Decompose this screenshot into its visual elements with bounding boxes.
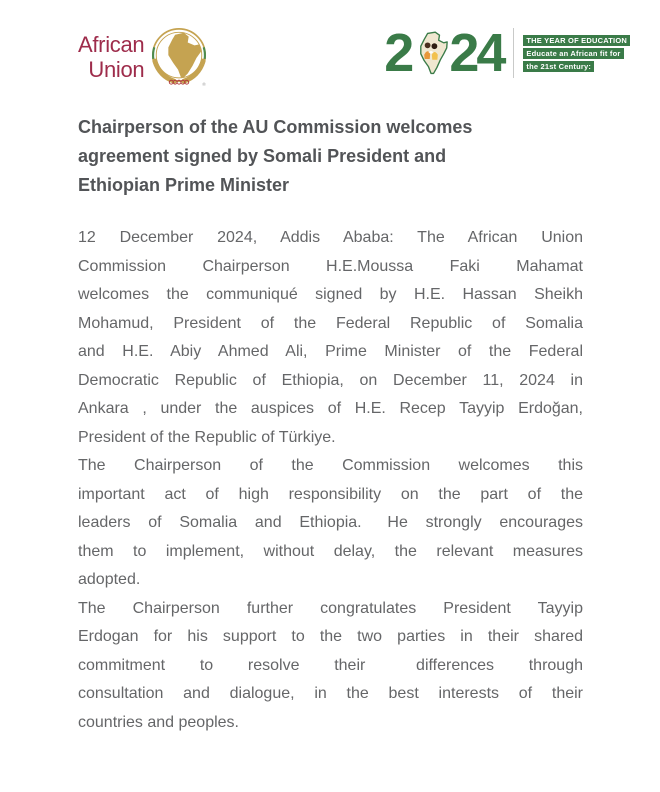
paragraph [78, 452, 583, 595]
text-line: 12 December 2024, Addis Ababa: The African Union [78, 229, 583, 246]
paragraph [78, 595, 583, 738]
title-line: agreement signed by Somali President and [78, 146, 447, 166]
au-2024-logo [384, 23, 630, 83]
africa-2024-icon [414, 28, 448, 78]
text-line: adopted. [78, 571, 141, 588]
text-line: The Chairperson of the Commission welcomes this [78, 457, 583, 474]
au-emblem-icon [148, 26, 210, 88]
text-line: Erdogan for his support to the two parties in their shared [78, 628, 583, 645]
au-logo [78, 26, 210, 88]
text-line: Commission Chairperson H.E.Moussa Faki Mahamat [78, 257, 583, 275]
title-line: Chairperson of the AU Commission welcomes [78, 117, 473, 137]
year-tagline: THE YEAR OF EDUCATION [523, 35, 630, 46]
text-line: leaders of Somalia and Ethiopia. He strongly encourages [78, 514, 583, 531]
text-line: important act of high responsibility on the part of the [78, 485, 583, 503]
text-line: Ankara , under the auspices of H.E. Recep Tayyip Erdoğan, [78, 400, 583, 417]
text-line: welcomes the communiqué signed by H.E. Hassan Sheikh [78, 286, 583, 303]
year-tagline: the 21st Century: [523, 61, 594, 72]
text-line: consultation and dialogue, in the best interests of their [78, 685, 583, 702]
text-line: Mohamud, President of the Federal Republic of Somalia [78, 314, 583, 332]
article-body [78, 224, 583, 737]
year-digits-right: 24 [449, 23, 504, 83]
page-title [78, 113, 583, 200]
year-taglines [523, 35, 630, 72]
paragraph [78, 224, 583, 452]
text-line: President of the Republic of Türkiye. [78, 428, 336, 446]
title-line: Ethiopian Prime Minister [78, 175, 290, 195]
year-tagline: Educate an African fit for [523, 48, 623, 59]
au-logo-word-union: Union [88, 57, 145, 82]
text-line: commitment to resolve their differences through [78, 656, 583, 674]
text-line: countries and peoples. [78, 713, 239, 731]
text-line: them to implement, without delay, the relevant measures [78, 542, 583, 560]
text-line: and H.E. Abiy Ahmed Ali, Prime Minister of the Federal [78, 343, 583, 360]
au-logo-wordmark [78, 32, 144, 82]
year-logo-divider [513, 28, 514, 78]
svg-text:®: ® [202, 83, 207, 88]
text-line: The Chairperson further congratulates President Tayyip [78, 599, 583, 617]
page-header [78, 24, 630, 90]
au-logo-word-african: African [78, 32, 145, 57]
text-line: Democratic Republic of Ethiopia, on December 11, 2024 in [78, 371, 583, 389]
year-digit-left: 2 [384, 23, 412, 83]
